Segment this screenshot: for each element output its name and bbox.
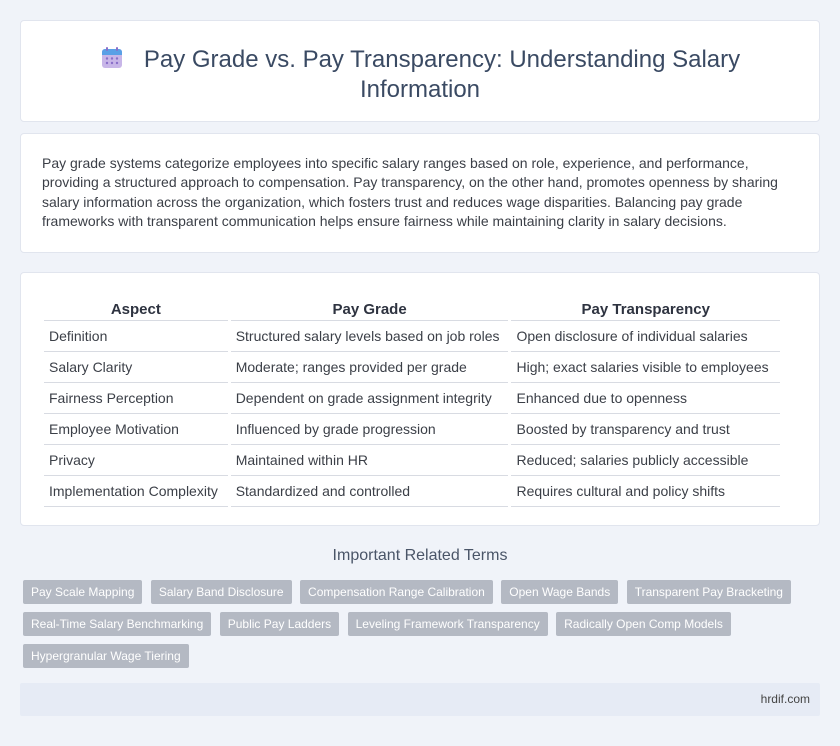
related-term-tag[interactable]: Pay Scale Mapping <box>23 580 142 604</box>
pay-transparency-cell: Reduced; salaries publicly accessible <box>511 445 780 476</box>
pay-transparency-cell: Enhanced due to openness <box>511 383 780 414</box>
table-row <box>44 445 780 476</box>
footer-site-link[interactable]: hrdif.com <box>760 692 810 706</box>
title-card <box>20 20 820 122</box>
page-title-text: Pay Grade vs. Pay Transparency: Understanding Salary Information <box>143 46 741 103</box>
intro-paragraph: Pay grade systems categorize employees into specific salary ranges based on role, experience, and performance, providing a structured approach to compensation. Pay transparency, on the other hand, promotes openness by sharing salary information across the organization, which fosters trust and reduces wage disparities. Balancing pay grade frameworks with transparent communication helps ensure fairness while maintaining clarity in salary decisions. <box>42 155 778 229</box>
aspect-cell: Salary Clarity <box>44 352 228 383</box>
pay-grade-cell: Moderate; ranges provided per grade <box>231 352 509 383</box>
related-term-tag[interactable]: Salary Band Disclosure <box>151 580 292 604</box>
comparison-card <box>20 272 820 526</box>
footer <box>20 683 820 716</box>
aspect-cell: Fairness Perception <box>44 383 228 414</box>
related-term-tag[interactable]: Hypergranular Wage Tiering <box>23 644 189 668</box>
aspect-cell: Privacy <box>44 445 228 476</box>
related-term-tag[interactable]: Leveling Framework Transparency <box>348 612 548 636</box>
pay-transparency-cell: Requires cultural and policy shifts <box>511 476 780 507</box>
related-term-tag[interactable]: Transparent Pay Bracketing <box>627 580 791 604</box>
pay-grade-cell: Structured salary levels based on job roles <box>231 321 509 352</box>
aspect-cell: Employee Motivation <box>44 414 228 445</box>
aspect-cell: Implementation Complexity <box>44 476 228 507</box>
pay-grade-cell: Maintained within HR <box>231 445 509 476</box>
table-header-row <box>44 295 780 321</box>
column-header-pay-grade: Pay Grade <box>231 295 509 321</box>
related-term-tag[interactable]: Compensation Range Calibration <box>300 580 493 604</box>
pay-transparency-cell: Boosted by transparency and trust <box>511 414 780 445</box>
table-row <box>44 383 780 414</box>
related-term-tag[interactable]: Open Wage Bands <box>501 580 618 604</box>
table-row <box>44 321 780 352</box>
calendar-icon <box>100 46 124 70</box>
column-header-pay-transparency: Pay Transparency <box>511 295 780 321</box>
column-header-aspect: Aspect <box>44 295 228 321</box>
pay-grade-cell: Standardized and controlled <box>231 476 509 507</box>
pay-transparency-cell: High; exact salaries visible to employees <box>511 352 780 383</box>
table-row <box>44 414 780 445</box>
aspect-cell: Definition <box>44 321 228 352</box>
related-term-tag[interactable]: Radically Open Comp Models <box>556 612 731 636</box>
intro-card <box>20 133 820 253</box>
pay-grade-cell: Dependent on grade assignment integrity <box>231 383 509 414</box>
table-row <box>44 352 780 383</box>
table-row <box>44 476 780 507</box>
pay-grade-cell: Influenced by grade progression <box>231 414 509 445</box>
related-terms-heading: Important Related Terms <box>332 547 508 564</box>
related-term-tag[interactable]: Public Pay Ladders <box>220 612 339 636</box>
related-terms-list <box>23 580 813 676</box>
comparison-table <box>41 295 783 507</box>
related-term-tag[interactable]: Real-Time Salary Benchmarking <box>23 612 211 636</box>
page-title <box>61 45 779 105</box>
pay-transparency-cell: Open disclosure of individual salaries <box>511 321 780 352</box>
